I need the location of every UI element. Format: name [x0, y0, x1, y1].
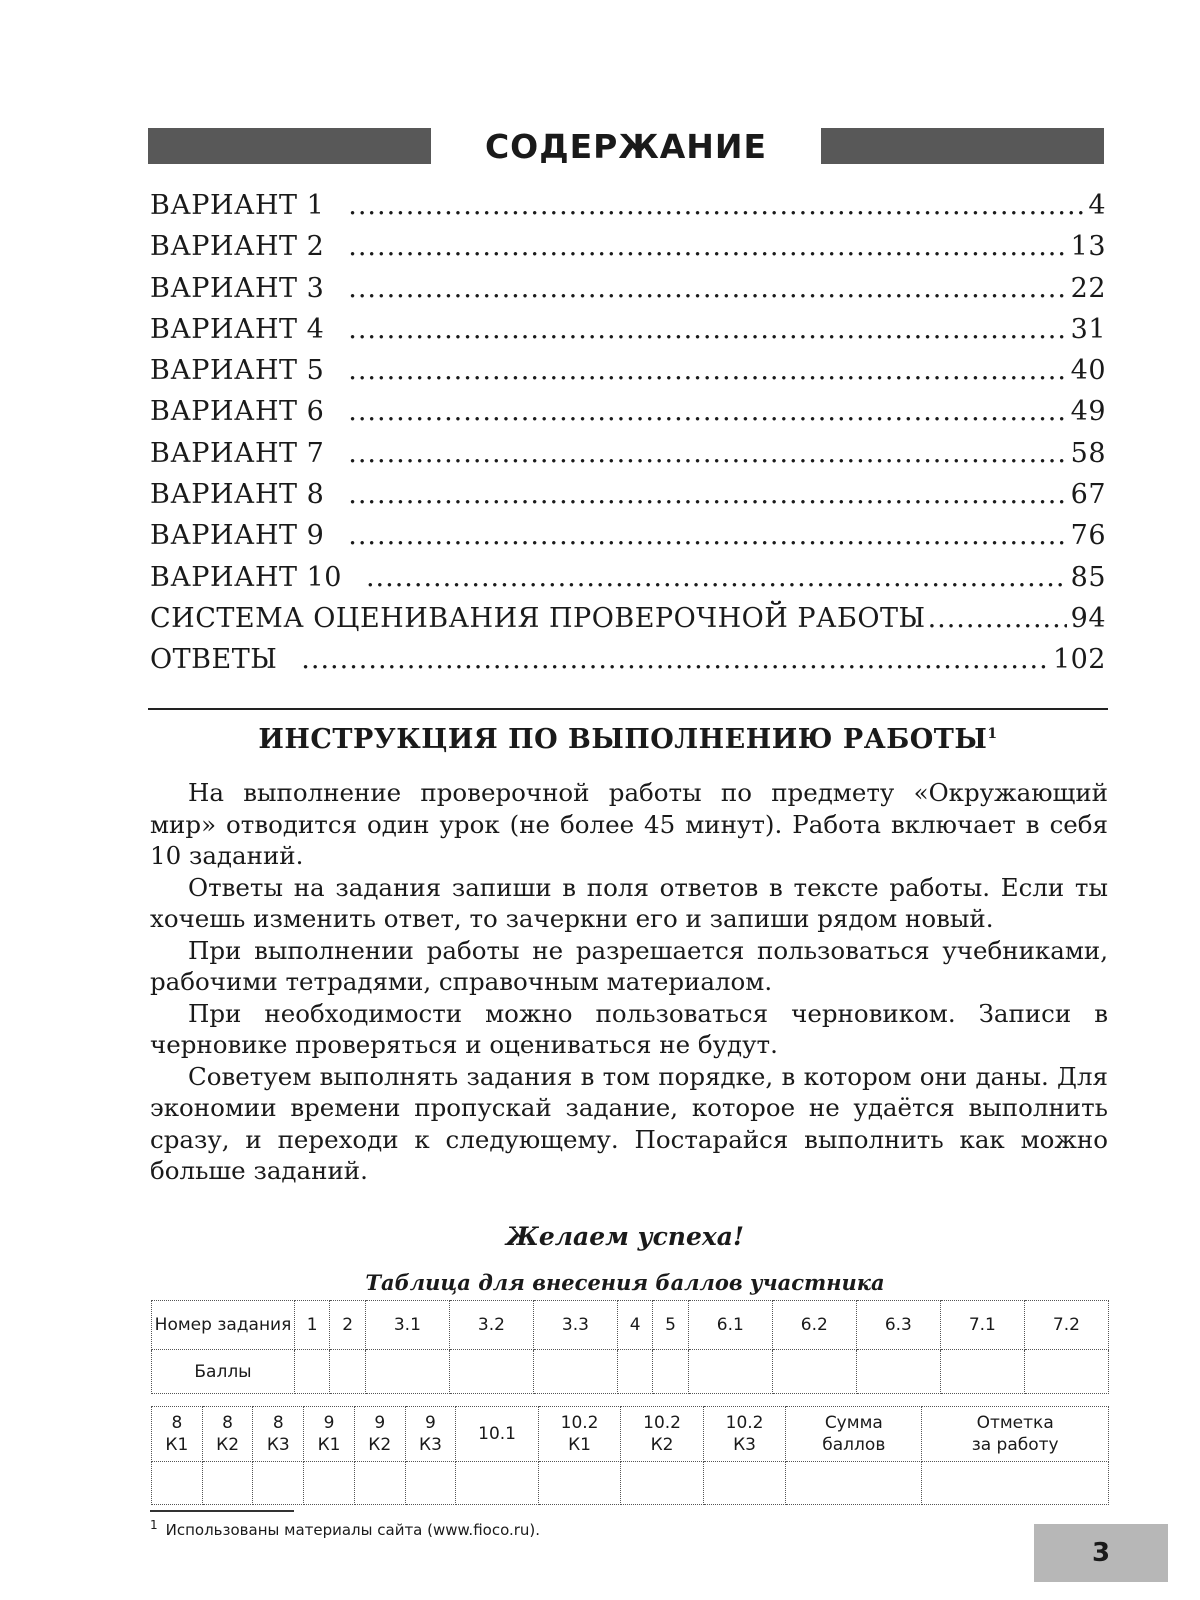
task-number-cell	[922, 1407, 1109, 1462]
toc-entry	[150, 479, 1106, 520]
toc-entry-page: 94	[1070, 602, 1106, 634]
task-number-label: Номер задания	[152, 1301, 295, 1350]
toc-entry-label: ВАРИАНТ 9	[150, 520, 325, 552]
score-entry-cell[interactable]	[1024, 1350, 1108, 1394]
toc-entry-page: 85	[1070, 561, 1106, 593]
footnote-divider	[150, 1510, 294, 1512]
toc-entry-label: ВАРИАНТ 4	[150, 313, 325, 345]
footnote-reference: 1	[987, 726, 998, 742]
toc-entry	[150, 520, 1106, 561]
toc-entry-page: 49	[1070, 396, 1106, 428]
contents-title: СОДЕРЖАНИЕ	[484, 126, 768, 166]
toc-entry-page: 4	[1088, 190, 1106, 221]
toc-entry	[150, 190, 1106, 231]
footnote-mark: 1	[150, 1518, 158, 1532]
toc-entry	[150, 231, 1106, 272]
toc-entry-label: ВАРИАНТ 7	[150, 437, 325, 469]
task-number-cell	[304, 1407, 355, 1462]
toc-entry-label: ВАРИАНТ 8	[150, 479, 325, 511]
toc-leader-dots	[348, 355, 1066, 386]
score-entry-cell[interactable]	[405, 1462, 456, 1505]
task-number-cell: 6.2	[772, 1301, 856, 1350]
toc-leader-dots	[348, 273, 1066, 304]
task-number-text: К3	[419, 1435, 442, 1455]
toc-entry-page: 76	[1070, 520, 1106, 552]
task-number-cell: 5	[653, 1301, 688, 1350]
task-number-cell: 3.3	[533, 1301, 617, 1350]
section-divider	[148, 708, 1108, 710]
footnote-text: Использованы материалы сайта (www.fioco.ru).	[165, 1521, 541, 1539]
score-entry-cell[interactable]	[533, 1350, 617, 1394]
task-number-cell	[354, 1407, 405, 1462]
toc-entry	[150, 314, 1106, 355]
task-number-cell	[538, 1407, 621, 1462]
task-number-text: К3	[733, 1435, 756, 1455]
toc-entry-label: СИСТЕМА ОЦЕНИВАНИЯ ПРОВЕРОЧНОЙ РАБОТЫ	[150, 602, 926, 634]
task-number-text: К1	[317, 1435, 341, 1455]
toc-entry-label: ОТВЕТЫ	[150, 644, 278, 676]
task-number-cell: 7.2	[1024, 1301, 1108, 1350]
table-of-contents	[150, 190, 1106, 686]
good-luck-text: Желаем успеха!	[506, 1222, 744, 1251]
toc-entry	[150, 273, 1106, 314]
score-entry-cell[interactable]	[772, 1350, 856, 1394]
task-number-text: 9	[323, 1413, 335, 1433]
task-number-text: 10.1	[478, 1424, 516, 1444]
toc-leader-dots	[348, 314, 1066, 345]
toc-entry	[150, 438, 1106, 479]
task-number-text: 8	[171, 1413, 183, 1433]
instruction-paragraph: При выполнении работы не разрешается пользоваться учебниками, рабочими тетрадями, справочным материалом.	[150, 935, 1108, 996]
score-entry-cell[interactable]	[786, 1462, 922, 1505]
task-number-cell	[456, 1407, 539, 1462]
task-number-text: 10.2	[725, 1413, 764, 1433]
score-entry-cell[interactable]	[295, 1350, 330, 1394]
task-number-text: 10.2	[560, 1413, 599, 1433]
table-row	[152, 1301, 1109, 1350]
task-number-text: баллов	[822, 1435, 886, 1455]
task-number-cell: 4	[617, 1301, 652, 1350]
score-entry-cell[interactable]	[653, 1350, 688, 1394]
score-entry-cell[interactable]	[856, 1350, 940, 1394]
toc-entry	[150, 562, 1106, 603]
task-number-cell	[202, 1407, 253, 1462]
toc-leader-dots	[301, 644, 1049, 675]
task-number-cell	[786, 1407, 922, 1462]
toc-leader-dots	[928, 603, 1067, 634]
score-entry-cell[interactable]	[304, 1462, 355, 1505]
task-number-cell	[703, 1407, 786, 1462]
toc-entry	[150, 644, 1106, 685]
toc-leader-dots	[348, 520, 1066, 551]
toc-entry-label: ВАРИАНТ 5	[150, 355, 325, 387]
header-bar-right	[821, 128, 1104, 164]
toc-entry-page: 58	[1070, 437, 1106, 469]
toc-leader-dots	[348, 396, 1066, 427]
toc-entry-label: ВАРИАНТ 3	[150, 272, 325, 304]
toc-entry-label: ВАРИАНТ 2	[150, 231, 325, 263]
instruction-paragraph: Советуем выполнять задания в том порядке, в котором они даны. Для экономии времени пропускай задание, которое не удаётся выполнить сразу, и переходи к следующему. Постарайся выполнить как можно больше заданий.	[150, 1061, 1108, 1185]
task-number-text: Отметка	[976, 1413, 1054, 1433]
task-number-text: 8	[222, 1413, 233, 1433]
score-entry-cell[interactable]	[202, 1462, 253, 1505]
task-number-cell: 3.2	[449, 1301, 533, 1350]
toc-leader-dots	[348, 438, 1066, 469]
table-caption: Таблица для внесения баллов участника	[365, 1270, 885, 1295]
task-number-cell: 2	[330, 1301, 365, 1350]
toc-leader-dots	[348, 479, 1066, 510]
table-row	[152, 1462, 1109, 1505]
task-number-cell	[621, 1407, 704, 1462]
toc-entry	[150, 396, 1106, 437]
toc-entry-page: 22	[1070, 272, 1106, 304]
task-number-text: К1	[568, 1435, 591, 1455]
task-number-text: 9	[425, 1413, 436, 1433]
toc-entry-label: ВАРИАНТ 10	[150, 561, 342, 593]
score-entry-cell[interactable]	[354, 1462, 405, 1505]
table-row	[152, 1407, 1109, 1462]
instruction-title	[148, 724, 1108, 755]
score-label: Баллы	[152, 1350, 295, 1394]
toc-entry-label: ВАРИАНТ 6	[150, 396, 325, 428]
score-entry-cell[interactable]	[703, 1462, 786, 1505]
task-number-text: К1	[165, 1435, 189, 1455]
task-number-cell: 7.1	[940, 1301, 1024, 1350]
toc-entry	[150, 603, 1106, 644]
task-number-text: К3	[266, 1435, 290, 1455]
contents-header	[148, 122, 1104, 170]
score-entry-cell[interactable]	[449, 1350, 533, 1394]
task-number-text: за работу	[971, 1435, 1059, 1455]
toc-entry	[150, 355, 1106, 396]
page-number: 3	[1034, 1524, 1168, 1582]
toc-entry-label: ВАРИАНТ 1	[150, 190, 325, 221]
score-entry-cell[interactable]	[688, 1350, 772, 1394]
toc-entry-page: 40	[1070, 355, 1106, 387]
score-entry-cell[interactable]	[152, 1462, 203, 1505]
score-entry-cell[interactable]	[456, 1462, 539, 1505]
score-entry-cell[interactable]	[365, 1350, 449, 1394]
score-entry-cell[interactable]	[940, 1350, 1024, 1394]
score-entry-cell[interactable]	[617, 1350, 652, 1394]
table-row	[152, 1350, 1109, 1394]
score-entry-cell[interactable]	[253, 1462, 304, 1505]
task-number-text: 8	[272, 1413, 284, 1433]
task-number-text: К2	[650, 1435, 674, 1455]
instruction-body	[150, 777, 1108, 1187]
toc-entry-page: 102	[1052, 644, 1106, 676]
toc-entry-page: 13	[1070, 231, 1106, 263]
score-entry-cell[interactable]	[922, 1462, 1109, 1505]
task-number-cell: 6.3	[856, 1301, 940, 1350]
task-number-cell: 1	[295, 1301, 330, 1350]
task-number-text: 9	[374, 1413, 386, 1433]
task-number-text: 10.2	[643, 1413, 681, 1433]
toc-leader-dots	[348, 190, 1084, 221]
task-number-cell: 6.1	[688, 1301, 772, 1350]
header-bar-left	[148, 128, 431, 164]
score-table-2	[151, 1406, 1109, 1505]
score-entry-cell[interactable]	[330, 1350, 365, 1394]
instruction-title-text: ИНСТРУКЦИЯ ПО ВЫПОЛНЕНИЮ РАБОТЫ	[258, 724, 988, 755]
score-entry-cell[interactable]	[538, 1462, 621, 1505]
toc-entry-page: 31	[1070, 313, 1106, 345]
instruction-paragraph: На выполнение проверочной работы по предмету «Окружающий мир» отводится один урок (не более 45 минут). Работа включает в себя 10 заданий.	[150, 778, 1108, 870]
score-table-1	[151, 1300, 1109, 1394]
toc-leader-dots	[366, 562, 1067, 593]
task-number-text: Сумма	[824, 1413, 883, 1433]
task-number-cell	[405, 1407, 456, 1462]
task-number-text: К2	[368, 1435, 392, 1455]
footnote	[150, 1518, 540, 1539]
task-number-text: К2	[216, 1435, 240, 1455]
instruction-paragraph: Ответы на задания запиши в поля ответов в тексте работы. Если ты хочешь изменить ответ, то зачеркни его и запиши рядом новый.	[150, 872, 1108, 933]
task-number-cell	[253, 1407, 304, 1462]
score-entry-cell[interactable]	[621, 1462, 704, 1505]
task-number-cell: 3.1	[365, 1301, 449, 1350]
task-number-cell	[152, 1407, 203, 1462]
toc-leader-dots	[348, 231, 1066, 262]
toc-entry-page: 67	[1070, 479, 1106, 511]
instruction-paragraph: При необходимости можно пользоваться черновиком. Записи в черновике проверяться и оцениваться не будут.	[150, 998, 1108, 1059]
